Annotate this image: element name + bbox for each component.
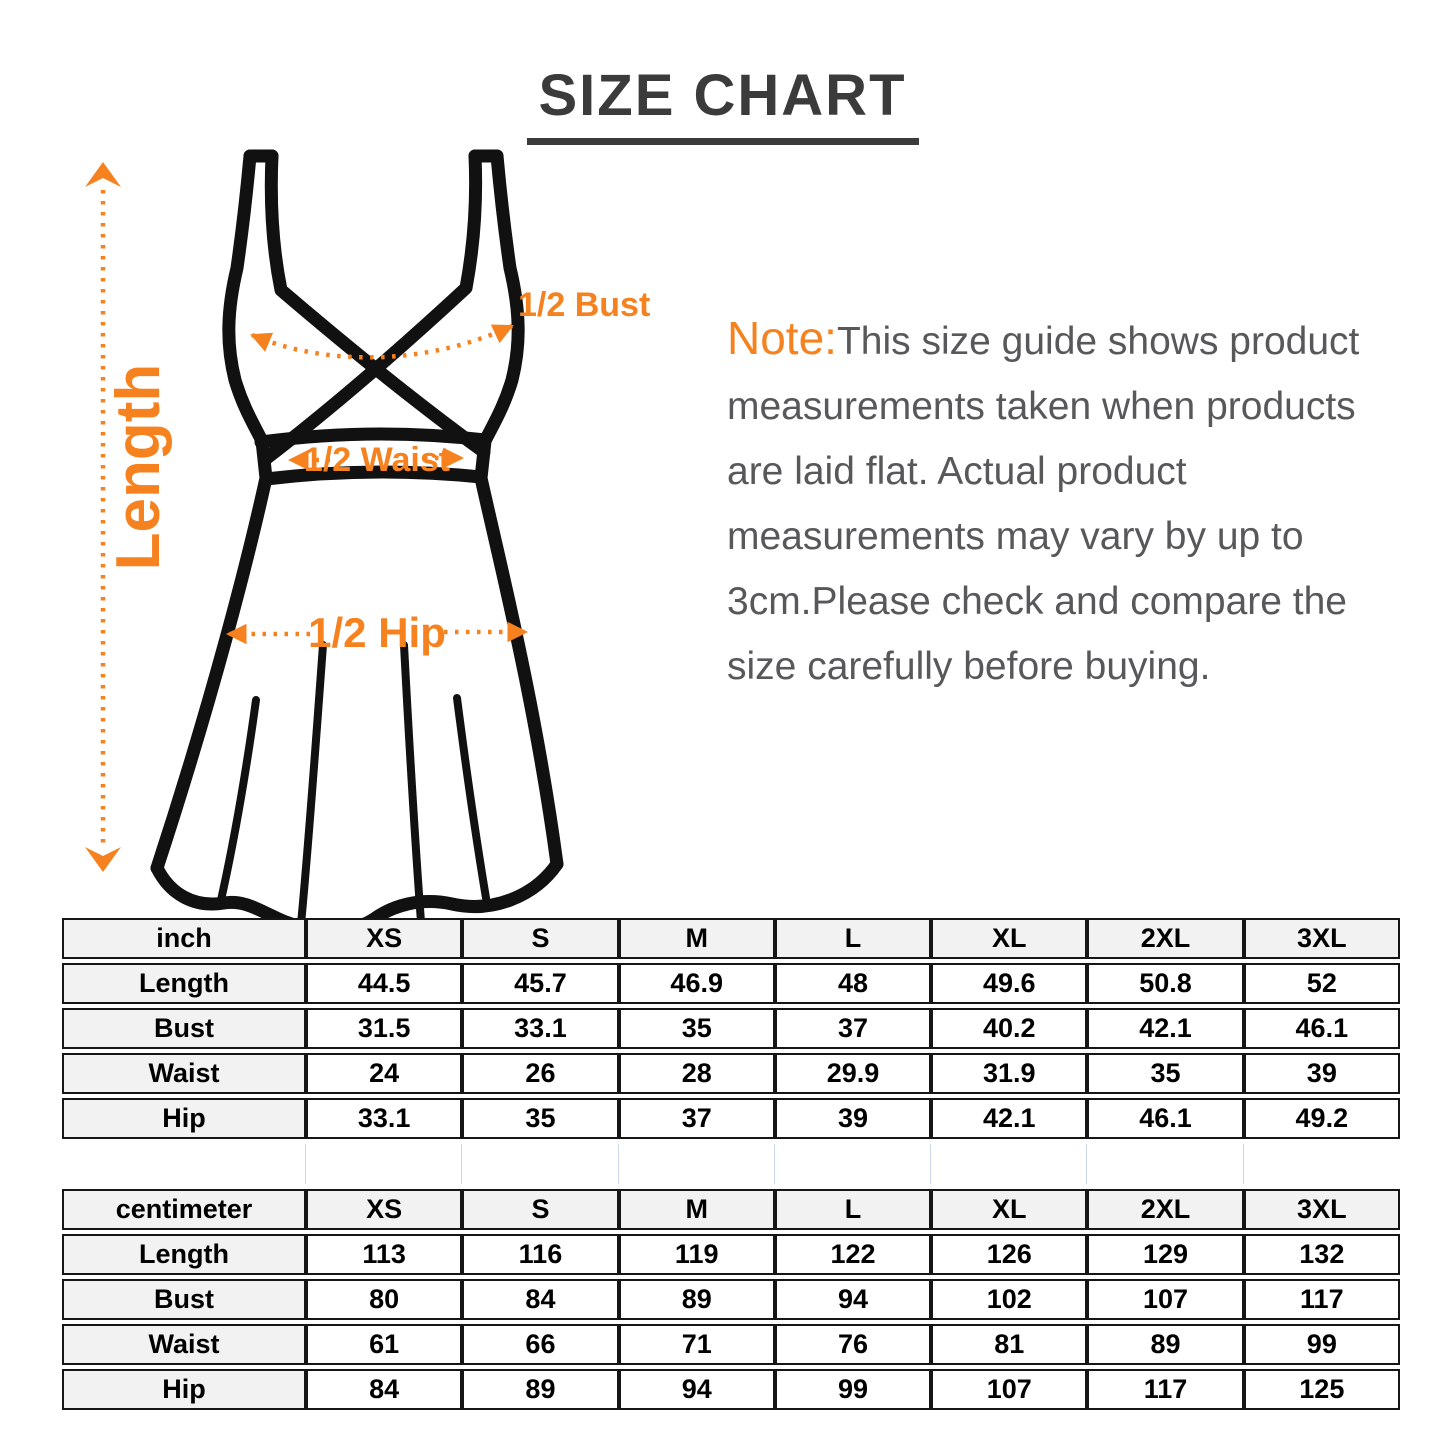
size-header-cell: 3XL: [1244, 1189, 1400, 1230]
size-header-cell: XL: [931, 1189, 1087, 1230]
measurement-value-cell: 84: [306, 1369, 462, 1410]
size-header-cell: XL: [931, 918, 1087, 959]
measurement-value-cell: 99: [1244, 1324, 1400, 1365]
measurement-row: [62, 1053, 1400, 1094]
measurement-value-cell: 31.5: [306, 1008, 462, 1049]
measurement-value-cell: 46.9: [619, 963, 775, 1004]
dress-measurement-diagram: [0, 140, 700, 920]
measurement-value-cell: 94: [619, 1369, 775, 1410]
measurement-value-cell: 24: [306, 1053, 462, 1094]
size-header-cell: 3XL: [1244, 918, 1400, 959]
measurement-value-cell: 102: [931, 1279, 1087, 1320]
size-header-cell: M: [619, 918, 775, 959]
measurement-value-cell: 42.1: [931, 1098, 1087, 1139]
unit-header-cell: centimeter: [62, 1189, 306, 1230]
measurement-value-cell: 116: [462, 1234, 618, 1275]
gap-cell: [619, 1144, 775, 1184]
measurement-value-cell: 107: [1087, 1279, 1243, 1320]
measurement-value-cell: 107: [931, 1369, 1087, 1410]
measurement-label-cell: Length: [62, 963, 306, 1004]
skirt-pleat-path: [301, 645, 323, 920]
measurement-value-cell: 42.1: [1087, 1008, 1243, 1049]
measurement-value-cell: 113: [306, 1234, 462, 1275]
size-header-cell: L: [775, 1189, 931, 1230]
measurement-value-cell: 89: [462, 1369, 618, 1410]
measurement-value-cell: 81: [931, 1324, 1087, 1365]
gap-cell: [462, 1144, 618, 1184]
measurement-row: [62, 1234, 1400, 1275]
measurement-value-cell: 84: [462, 1279, 618, 1320]
gap-cell: [775, 1144, 931, 1184]
length-label: Length: [104, 363, 173, 571]
measurement-value-cell: 33.1: [462, 1008, 618, 1049]
note-text: This size guide shows product measurements taken when products are laid flat. Actual product measurements may vary by up to 3cm.Please check and compare the size carefully before buying.: [727, 320, 1360, 688]
measurement-value-cell: 117: [1087, 1369, 1243, 1410]
gap-cell: [1087, 1144, 1243, 1184]
measurement-row: [62, 963, 1400, 1004]
measurement-row: [62, 1279, 1400, 1320]
measurement-value-cell: 76: [775, 1324, 931, 1365]
measurement-value-cell: 29.9: [775, 1053, 931, 1094]
gap-cell: [931, 1144, 1087, 1184]
measurement-value-cell: 35: [619, 1008, 775, 1049]
measurement-value-cell: 37: [775, 1008, 931, 1049]
size-header-cell: 2XL: [1087, 918, 1243, 959]
measurement-value-cell: 31.9: [931, 1053, 1087, 1094]
note-label: Note:: [727, 312, 837, 364]
measurement-value-cell: 28: [619, 1053, 775, 1094]
bust-arrow: [252, 326, 512, 357]
measurement-value-cell: 33.1: [306, 1098, 462, 1139]
measurement-value-cell: 132: [1244, 1234, 1400, 1275]
measurement-label-cell: Hip: [62, 1098, 306, 1139]
measurement-value-cell: 66: [462, 1324, 618, 1365]
dress-outline: [157, 156, 557, 920]
gap-cell: [1244, 1144, 1400, 1184]
size-header-cell: XS: [306, 1189, 462, 1230]
measurement-value-cell: 39: [775, 1098, 931, 1139]
measurement-value-cell: 52: [1244, 963, 1400, 1004]
measurement-value-cell: 80: [306, 1279, 462, 1320]
measurement-row: [62, 1369, 1400, 1410]
measurement-label-cell: Hip: [62, 1369, 306, 1410]
measurement-value-cell: 46.1: [1244, 1008, 1400, 1049]
measurement-value-cell: 35: [1087, 1053, 1243, 1094]
gap-cell: [62, 1144, 306, 1184]
measurement-row: [62, 1008, 1400, 1049]
measurement-value-cell: 35: [462, 1098, 618, 1139]
measurement-label-cell: Bust: [62, 1279, 306, 1320]
inch-size-table: [62, 914, 1400, 1143]
measurement-label-cell: Length: [62, 1234, 306, 1275]
size-header-cell: M: [619, 1189, 775, 1230]
table-gap-row: [62, 1144, 1400, 1184]
size-header-row: [62, 1189, 1400, 1230]
measurement-value-cell: 129: [1087, 1234, 1243, 1275]
hip-label: 1/2 Hip: [308, 609, 446, 656]
measurement-value-cell: 89: [619, 1279, 775, 1320]
hem-path: [157, 864, 557, 920]
size-header-cell: L: [775, 918, 931, 959]
centimeter-size-table: [62, 1185, 1400, 1414]
measurement-label-cell: Bust: [62, 1008, 306, 1049]
gap-cell: [306, 1144, 462, 1184]
length-arrow-bottom-head-icon: [85, 847, 121, 872]
measurement-value-cell: 26: [462, 1053, 618, 1094]
measurement-value-cell: 46.1: [1087, 1098, 1243, 1139]
size-tables: [62, 914, 1400, 1414]
measurement-value-cell: 119: [619, 1234, 775, 1275]
bust-label: 1/2 Bust: [518, 286, 651, 324]
skirt-pleat-path: [457, 698, 486, 898]
measurement-value-cell: 99: [775, 1369, 931, 1410]
note-paragraph: [727, 306, 1419, 699]
skirt-pleat-path: [404, 645, 421, 920]
size-header-cell: XS: [306, 918, 462, 959]
measurement-value-cell: 49.6: [931, 963, 1087, 1004]
waist-label: 1/2 Waist: [303, 441, 451, 479]
measurement-label-cell: Waist: [62, 1053, 306, 1094]
size-header-row: [62, 918, 1400, 959]
page-title-text: SIZE CHART: [527, 62, 919, 145]
measurement-value-cell: 39: [1244, 1053, 1400, 1094]
size-header-cell: 2XL: [1087, 1189, 1243, 1230]
right-outline-path: [481, 156, 557, 864]
measurement-value-cell: 49.2: [1244, 1098, 1400, 1139]
measurement-value-cell: 125: [1244, 1369, 1400, 1410]
dress-diagram-svg: [0, 140, 700, 920]
measurement-value-cell: 37: [619, 1098, 775, 1139]
measurement-row: [62, 1098, 1400, 1139]
measurement-value-cell: 89: [1087, 1324, 1243, 1365]
size-header-cell: S: [462, 1189, 618, 1230]
measurement-value-cell: 71: [619, 1324, 775, 1365]
skirt-pleat-path: [221, 700, 256, 900]
measurement-value-cell: 122: [775, 1234, 931, 1275]
measurement-value-cell: 45.7: [462, 963, 618, 1004]
page-title: [0, 62, 1445, 145]
length-arrow-top-head-icon: [85, 162, 121, 187]
measurement-value-cell: 44.5: [306, 963, 462, 1004]
measurement-value-cell: 48: [775, 963, 931, 1004]
measurement-value-cell: 40.2: [931, 1008, 1087, 1049]
unit-header-cell: inch: [62, 918, 306, 959]
measurement-label-cell: Waist: [62, 1324, 306, 1365]
measurement-row: [62, 1324, 1400, 1365]
measurement-value-cell: 61: [306, 1324, 462, 1365]
size-header-cell: S: [462, 918, 618, 959]
measurement-value-cell: 50.8: [1087, 963, 1243, 1004]
measurement-value-cell: 94: [775, 1279, 931, 1320]
measurement-value-cell: 126: [931, 1234, 1087, 1275]
measurement-value-cell: 117: [1244, 1279, 1400, 1320]
